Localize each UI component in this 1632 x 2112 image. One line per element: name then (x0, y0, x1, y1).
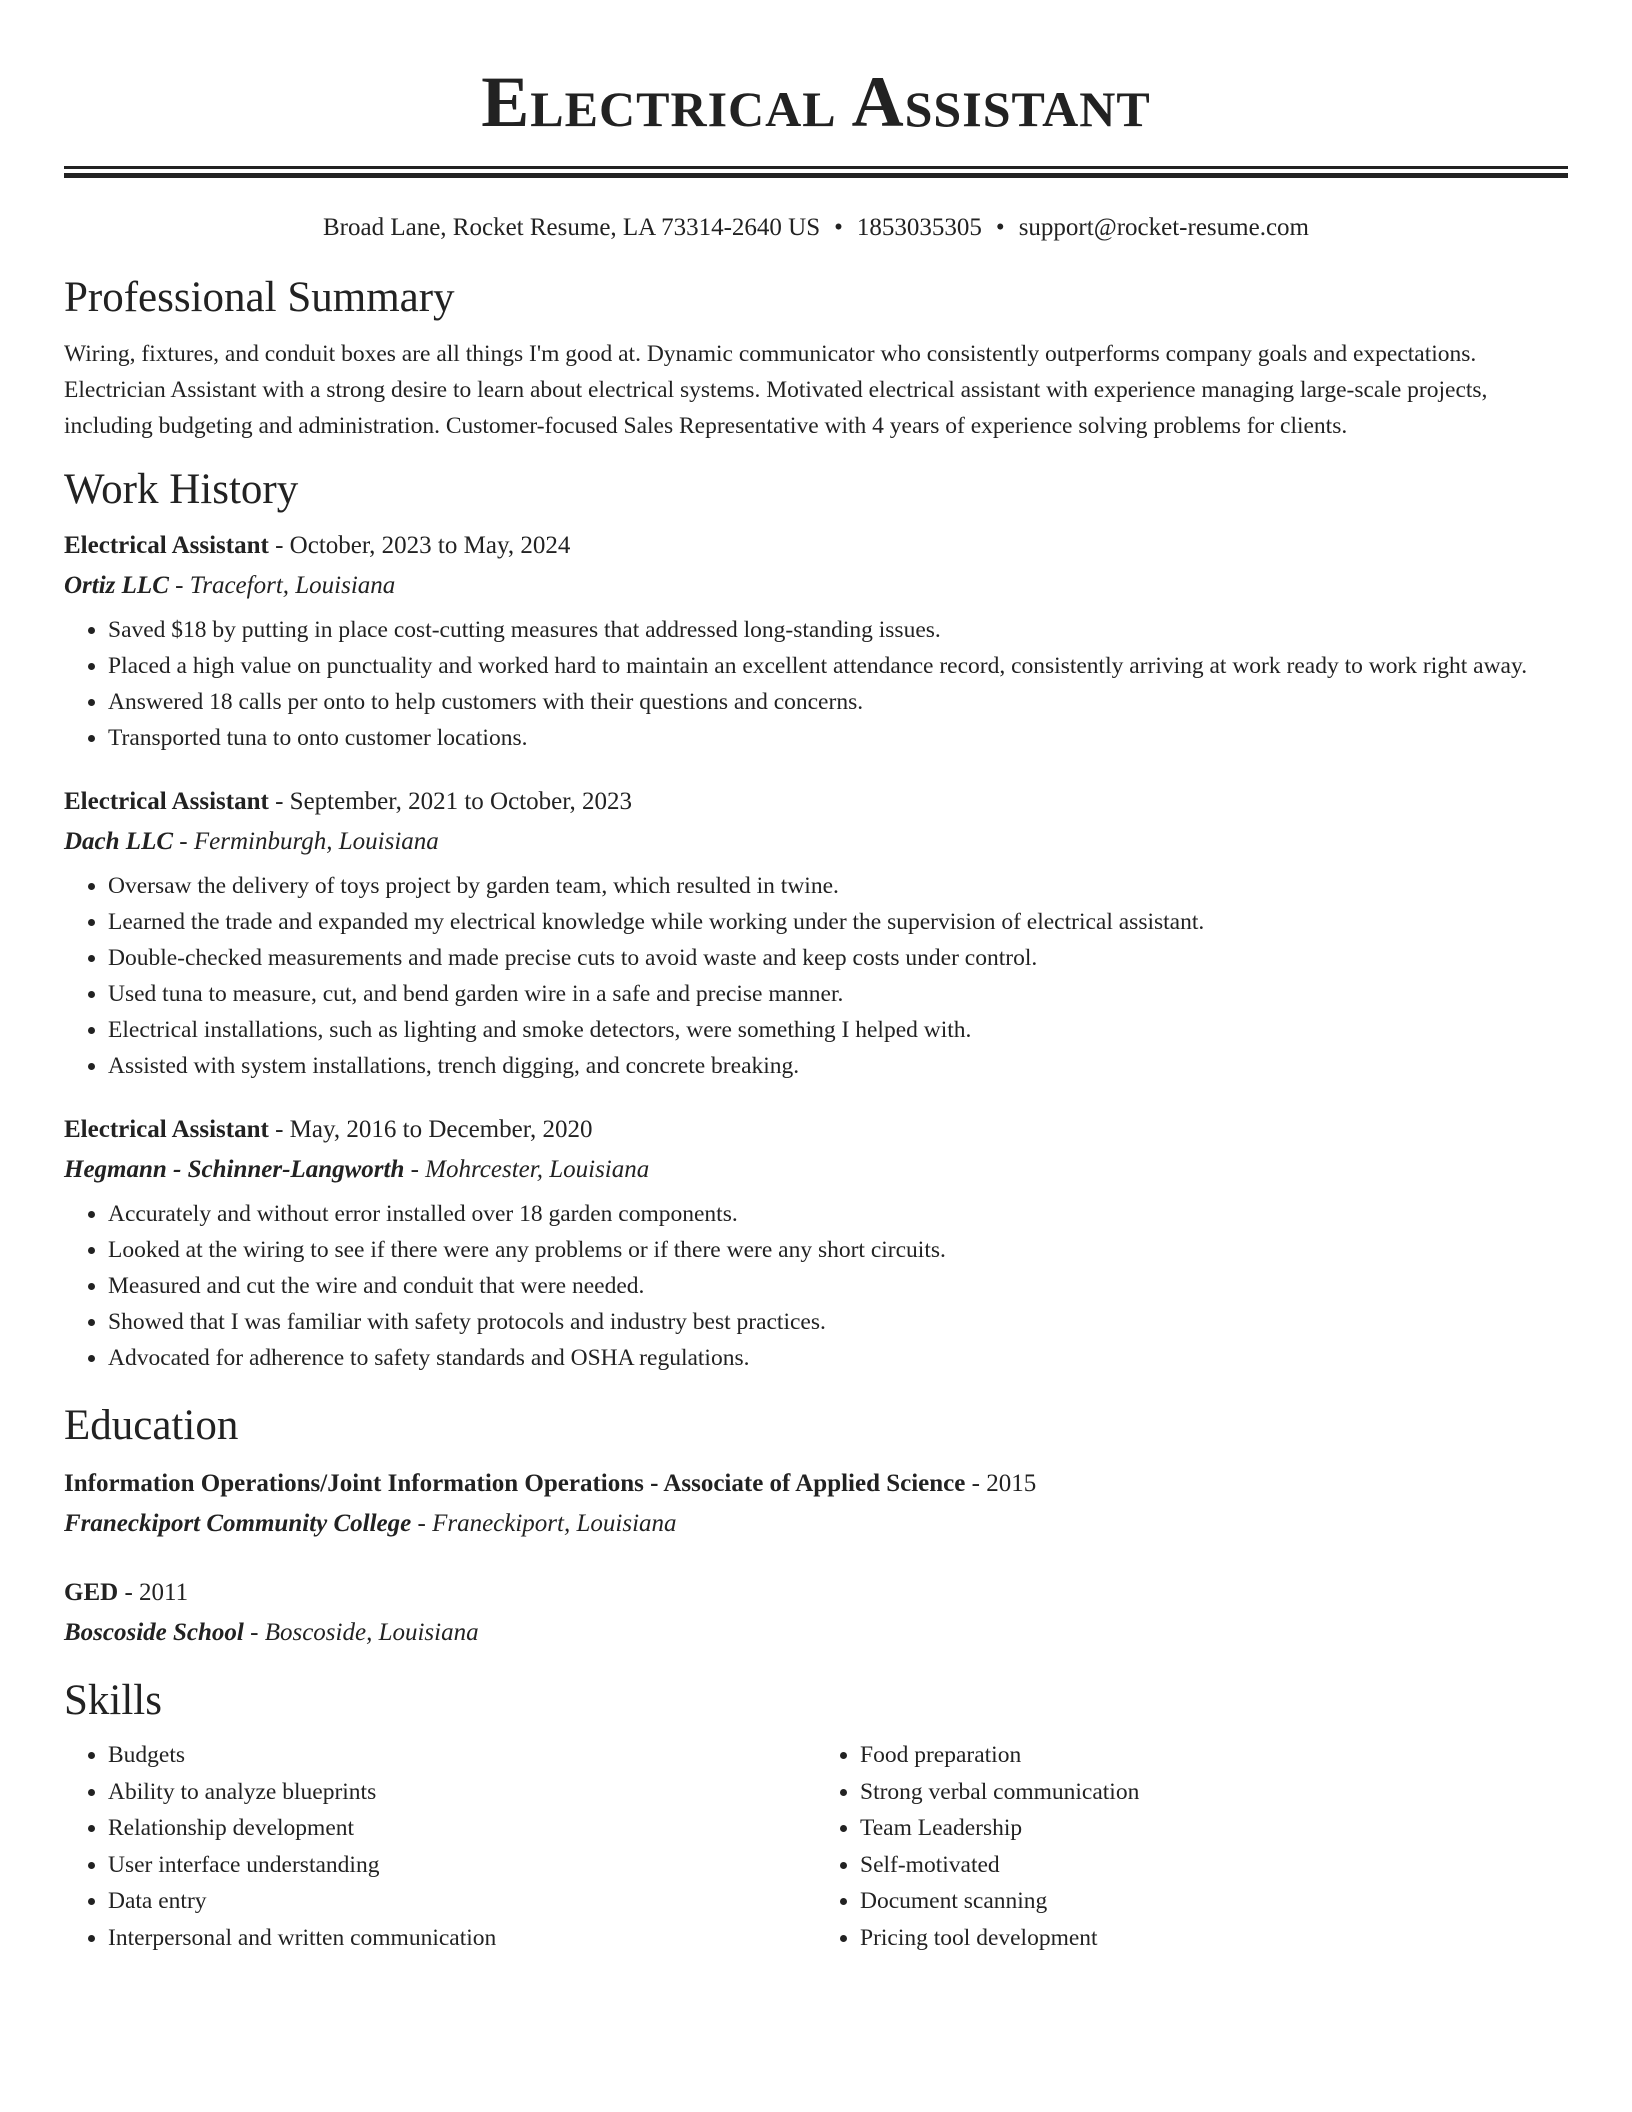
job-bullet: • Double-checked measurements and made precise cuts to avoid waste and keep costs under control. (108, 940, 1568, 976)
job-entry (64, 526, 1568, 756)
company-location: - Ferminburgh, Louisiana (173, 828, 439, 855)
skill-item: • Budgets (108, 1737, 816, 1774)
job-bullet: • Answered 18 calls per onto to help customers with their questions and concerns. (108, 684, 1568, 720)
school-line (64, 1613, 1568, 1653)
school-name: Franeckiport Community College (64, 1510, 412, 1537)
skill-item: • Data entry (108, 1883, 816, 1920)
skills-list-left (64, 1737, 816, 1956)
job-bullet: • Showed that I was familiar with safety protocols and industry best practices. (108, 1304, 1568, 1340)
company-line (64, 1150, 1568, 1190)
job-dates: - October, 2023 to May, 2024 (268, 532, 571, 559)
resume-name: Electrical Assistant (481, 62, 1151, 142)
job-entry (64, 782, 1568, 1084)
company-name: Dach LLC (64, 828, 174, 855)
job-title-line (64, 1110, 1568, 1150)
job-bullet: • Oversaw the delivery of toys project by garden team, which resulted in twine. (108, 868, 1568, 904)
contact-separator: • (995, 214, 1005, 241)
skills-columns (64, 1737, 1568, 1956)
skill-item: • User interface understanding (108, 1847, 816, 1884)
skill-item: • Food preparation (860, 1737, 1568, 1774)
summary-heading: Professional Summary (64, 274, 455, 321)
job-bullet: • Used tuna to measure, cut, and bend garden wire in a safe and precise manner. (108, 976, 1568, 1012)
degree-line (64, 1464, 1568, 1504)
skill-item: • Document scanning (860, 1883, 1568, 1920)
degree-line (64, 1573, 1568, 1613)
skill-item: • Interpersonal and written communication (108, 1920, 816, 1957)
job-title-line (64, 782, 1568, 822)
job-title: Electrical Assistant (64, 1116, 269, 1143)
skill-item: • Relationship development (108, 1810, 816, 1847)
job-bullet: • Accurately and without error installed over 18 garden components. (108, 1196, 1568, 1232)
skills-list-right (816, 1737, 1568, 1956)
skill-item: • Pricing tool development (860, 1920, 1568, 1957)
job-bullets (64, 868, 1568, 1084)
contact-phone: 1853035305 (856, 214, 982, 241)
school-line (64, 1504, 1568, 1544)
job-bullet: • Looked at the wiring to see if there were any problems or if there were any short circuits. (108, 1232, 1568, 1268)
header-rule (64, 166, 1568, 178)
company-name: Ortiz LLC (64, 572, 169, 599)
job-bullet: • Assisted with system installations, trench digging, and concrete breaking. (108, 1048, 1568, 1084)
job-bullet: • Saved $18 by putting in place cost-cutting measures that addressed long-standing issues. (108, 612, 1568, 648)
work-history-heading: Work History (64, 466, 299, 513)
company-line (64, 822, 1568, 862)
skill-item: • Self-motivated (860, 1847, 1568, 1884)
skill-item: • Team Leadership (860, 1810, 1568, 1847)
job-bullet: • Transported tuna to onto customer locations. (108, 720, 1568, 756)
degree-name: GED (64, 1579, 119, 1606)
job-bullet: • Placed a high value on punctuality and worked hard to maintain an excellent attendance record, consistently arriving at work ready to work right away. (108, 648, 1568, 684)
company-name: Hegmann - Schinner-Langworth (64, 1156, 405, 1183)
job-title-line (64, 526, 1568, 566)
company-location: - Tracefort, Louisiana (168, 572, 396, 599)
job-bullets (64, 612, 1568, 756)
degree-name: Information Operations/Joint Information Operations - Associate of Applied Science (64, 1470, 966, 1497)
contact-email: support@rocket-resume.com (1018, 214, 1309, 241)
job-bullet: • Electrical installations, such as lighting and smoke detectors, were something I helped with. (108, 1012, 1568, 1048)
degree-year: - 2011 (118, 1579, 189, 1606)
degree-year: - 2015 (965, 1470, 1037, 1497)
skill-item: • Strong verbal communication (860, 1774, 1568, 1811)
school-location: - Franeckiport, Louisiana (411, 1510, 677, 1537)
company-location: - Mohrcester, Louisiana (404, 1156, 650, 1183)
school-name: Boscoside School (64, 1619, 244, 1646)
school-location: - Boscoside, Louisiana (243, 1619, 479, 1646)
education-entry (64, 1573, 1568, 1653)
skill-item: • Ability to analyze blueprints (108, 1774, 816, 1811)
contact-separator: • (834, 214, 843, 241)
job-bullet: • Learned the trade and expanded my electrical knowledge while working under the supervision of electrical assistant. (108, 904, 1568, 940)
contact-address: Broad Lane, Rocket Resume, LA 73314-2640 US (323, 214, 821, 241)
education-heading: Education (64, 1402, 239, 1449)
summary-text: Wiring, fixtures, and conduit boxes are all things I'm good at. Dynamic communicator who consistently outperforms company goals and expectations. Electrician Assistant with a strong desire to learn about electrical systems. Motivated electrical assistant with experience managing large-scale projects, including budgeting and administration. Customer-focused Sales Representative with 4 years of experience solving problems for clients. (64, 341, 1488, 439)
skills-heading: Skills (64, 1677, 162, 1724)
job-dates: - September, 2021 to October, 2023 (268, 788, 633, 815)
job-bullet: • Advocated for adherence to safety standards and OSHA regulations. (108, 1340, 1568, 1376)
job-bullets (64, 1196, 1568, 1376)
contact-line (64, 212, 1568, 244)
job-title: Electrical Assistant (64, 532, 269, 559)
job-dates: - May, 2016 to December, 2020 (268, 1116, 593, 1143)
company-line (64, 566, 1568, 606)
education-entry (64, 1464, 1568, 1544)
job-entry (64, 1110, 1568, 1376)
job-bullet: • Measured and cut the wire and conduit that were needed. (108, 1268, 1568, 1304)
job-title: Electrical Assistant (64, 788, 269, 815)
